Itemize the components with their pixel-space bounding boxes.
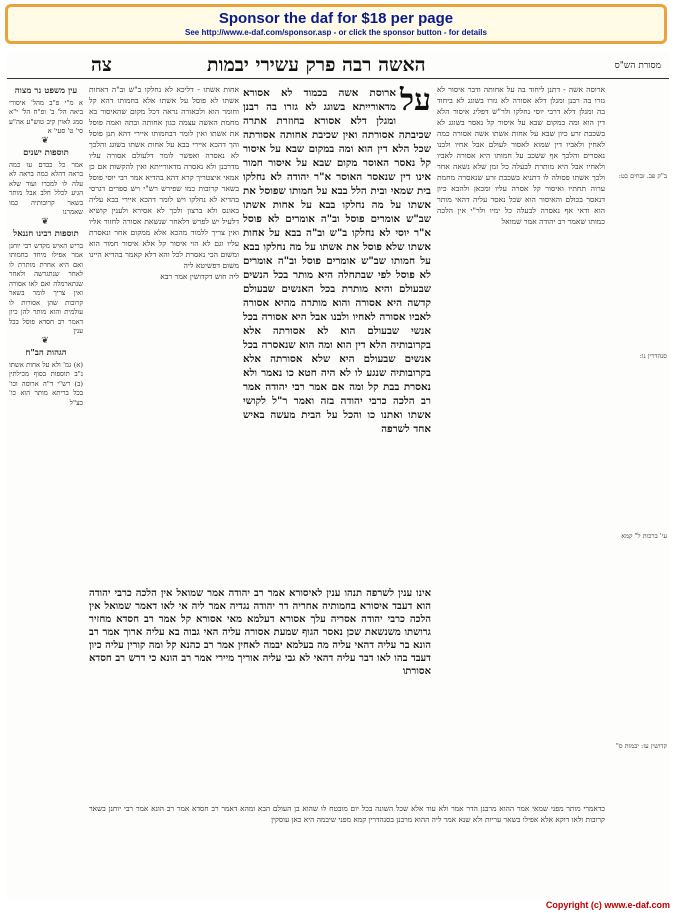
bottom-commentary-text: כדאמרי מותר מפני שמאי אמר ההוא מרבנן הדר אמר ולא עוד אלא שכל השונה בכל יום מובטח לו שהוא בן העולם הבא ומהא דאמר רב חסדא אמר רב הונא אמר רבי יוחנן בשאר קרובות ולאו דוקא אלא אפילו בשאר עריות ולא שנא אמר ליה ההוא מרבנן בסנהדרין קמא מפני שיבמה היא כאן עוסקין <box>89 804 605 824</box>
gemara-main-column <box>243 86 431 586</box>
side-gloss-3: עי' ברכות ל" קמא <box>621 532 667 540</box>
ein-mishpat-text: א מ"י פ"ב מהל' איסורי ביאה הל' ב' ופ"ח הל' י"א סמג לאוין קיב טוש"ע אה"ע סי' ט' סעי' א <box>9 98 83 135</box>
page-header <box>7 54 669 76</box>
header-rule <box>7 78 669 79</box>
rabbeinu-chananel-title: תוספות רבינו חננאל <box>13 229 79 239</box>
ein-mishpat-title: עין משפט נר מצוה <box>14 86 78 96</box>
sponsor-subtitle[interactable]: See http://www.e-daf.com/sponsor.asp - or click the sponsor button - for details <box>185 28 487 37</box>
masoret-hashas-label: מסורת הש"ס <box>614 61 661 71</box>
tosafot-yeshanim-text: אמר כל כבדם עו כמה בראה דהלא כמה בראה לא עלה לו למכרו ועוד שלא הגיע לכלל חלב אבל מותר בשאר קרובותיה כמו שאמרנו <box>9 160 83 216</box>
tractate-header: האשה רבה פרק עשירי יבמות <box>207 54 426 76</box>
side-gloss-2: סנהדרין נו: <box>639 352 667 360</box>
gemara-lower-text: אינו ענין לשרפה תנהו ענין לאיסורא אמר רב יהודה אמר שמואל אין הלכה כרבי יהודה הוא דעבד איסורא בחמותיה אחריה דר יהודה נגדיה אמר ליה אי לאו דאמר שמואל אין הלכה כרבי יהודה אסריה עלך אסורא דעלמא מאי אסורא קל אמר רב חסדא מחזיר גרושתו משנשאת שכן נאסר הגוף שמעת אסורה עליה האי גבוה בא עליה ארוך אמר רב הונא בר עליה דהאי עליה מה בעלמא יבמה לאחין אמר רב כהנא קל ומה קורין עליה כיון דעבד בהו לאו דבר עליה דהאי לא גבי עליה אוריך מיירי אמר רב הונא כי דרש רב חסדא אסורתו <box>89 588 431 677</box>
bottom-commentary <box>89 804 605 896</box>
hagahot-habach-text: (א) גמ' ולא על אחות אשתו נ"ב תוספות בסוף מכילתין (ב) רש"י ד"ה ארוסה וכו' בכל בריתא מותר הוא כו' כצ"ל <box>9 360 83 407</box>
left-margin-column <box>9 84 83 894</box>
copyright-notice[interactable]: Copyright (c) www.e-daf.com <box>545 900 670 910</box>
talmud-page <box>7 52 669 900</box>
gemara-lower-block <box>89 587 431 797</box>
side-gloss-4: קדושין עז: יבמות ס" <box>615 742 667 750</box>
tosafot-note: ליה חוש דקדושין אמר רבא <box>160 272 239 281</box>
ornament-divider: ❦ <box>41 335 51 346</box>
opening-word: על <box>399 86 431 118</box>
rashi-text: ארוסה אשה - דתנן ליחוד בה על אחותה ודבר איסור לא גזרו בה רבנן ומגלן דלא אסורה לא גזרו בשוגג לא ביחוד בה ומגלן דלא דרבי יוסי נחלקו ולר"ש דפליג איסור הלא דין הוא ומה במקום שבא על איסור קל נאסר בשוגג לא בשכבת זרע כיון שבא על אחות אשתו אשה אסורה כמה לאחין ולאביו דין שמוא לאסור לעולם אבל אחיו ולבנו נאסרים והלכך אף ששכב על חמותו היא אסורה לאביו ולאחיו אבל היא מותרת לבעלה כל זמן שלא נשאה אחר ולכך אשתו פסולה לו דתניא בשכבת זרע שנאסרה מחמת ערוה תחתיו ואיסור קל אסרה עליו ומכאן ולהבא כיון דנאסר בכולם והאיסור הוא שכל נאסר עליה דהאי מותר הוא ודאי אף נאסרה לבעלה כל ימיו ולר"י אין הלכה כמותו שאמר רב יהודה אמר שמואל <box>437 85 605 226</box>
rabbeinu-chananel-text: בריש האיש מקדש רבי יוחנן אמר אפילו מיחד בחמותו ואם היא אחרת מותרת לו לאחר שנתגרשה ולאחר שנתארמלה ואם לאו אסורה ואין צריך לומר בשאר קרובות שהן אסורות לו עולמית והוא מותר להן כיון דאמר רב חסדא פוסל בכל ענין <box>9 241 83 335</box>
tosafot-yeshanim-title: תוספות ישנים <box>23 148 69 158</box>
ornament-divider: ❦ <box>41 216 51 227</box>
rashi-column <box>437 84 605 894</box>
gemara-text: ארוסת אשה בכמוד לא אסורא מדאורייתא בשוגג לא גזרו בה רבנן ומגלן דלא אסורא בחוזרת אתרה שכיבתה אסורתה ואין שכיבת אחותה אסורתה שכל הלא דין הוא ומה במקום שבא על איסור קל נאסר האוסר מקום שבא על איסור חמור אינו דין שנאסר האוסר א"ר יהודה לא נחלקו בית שמאי ובית הלל בבא על חמותו שפוסל את אשתו על מה נחלקו בבא על אחות אשתו שב"ש אומרים פוסל וב"ה אומרים לא פוסל א"ר יוסי לא נחלקו ב"ש וב"ה בבא על אחות אשתו שלא פוסל את אשתו על מה נחלקו בבא על חמותו שב"ש אומרים פוסל וב"ה אומרים לא פוסל לפי שבתחלה היא מותר בכל הנשים שבעולם והיא מותרת בכל האנשים שבעולם קדשה היא אסורה והוא מותרה מהיא אסורה לאביו אסורה לאחיו ולבנו אבל היא אסורה בכל אנשי שבעולם הוא לא אסורתה אלא בקרובותיה הלא דין הוא ומה הוא שנאסרה בכל אנשים שבעולם היא שלא אסורתה אלא בקרובותיה שנגע לו לא היה חטא כו נאמר ולא נאסרת בבת קל ומה אם אמר רבי יהודה אמר רב הלכה כרבי יהודה בזה ואמר ר"ל לקושי אשתו ואתנו כו והכל על הבית מעשה באיש אחד לשרפה <box>243 87 431 435</box>
tosafot-text: אחות אשתו - דליכא לא נחלקו ב"ש וב"ה דאחות אשתו לא פוסל על אשתו אלא בחמותו דהא קל וחומר הוא ולכאורה נראה דכל מקום שהאיסור בא מחמת האשה עצמה כגון אחותה ובתה ואמה פוסל את אשתו ואין לומר דבחמותו איירי דהא תנן פוסל והך דהכא איירי בבא על אחות אשתו בשוגג והלכך לא נאסרה ואפשר לומר דלעולם אסורה עליו מדרבנן ולא נאסרה מדאורייתא ואין להקשות אם כן אמאי איצטריך קרא דהא בהדיא אמר רבי יוסי פוסל בשאר קרובות כמו שפירש רש"י ויש ספרים דגרסי בהדיא לא נחלקו ויש לומר דהכא איירי בבא עליה באונס ולא ברצון ולכך לא אסירא ולענין קושיא דלעיל יש לפרש דלאחר שנשאת אסורה לחזור אליו ואין צריך ללמוד מהכא אלא ממקום אחר ונאסרת עליו וגם לא הוי איסור קל אלא איסור חמור הוא ומשום הכי נאסרת לכל והא דלא קאמר בהדיא היינו משום דפשיטא ליה <box>89 85 239 270</box>
folio-number: צה <box>91 54 112 76</box>
sponsor-title: Sponsor the daf for $18 per page <box>218 10 454 27</box>
tosafot-column <box>89 84 239 582</box>
hagahot-habach-title: הגהות הב"ח <box>25 348 67 358</box>
side-gloss-1: ב"ק פב. זבחים כט: <box>618 172 667 180</box>
sponsor-banner[interactable] <box>5 4 667 44</box>
ornament-divider: ❦ <box>41 135 51 146</box>
